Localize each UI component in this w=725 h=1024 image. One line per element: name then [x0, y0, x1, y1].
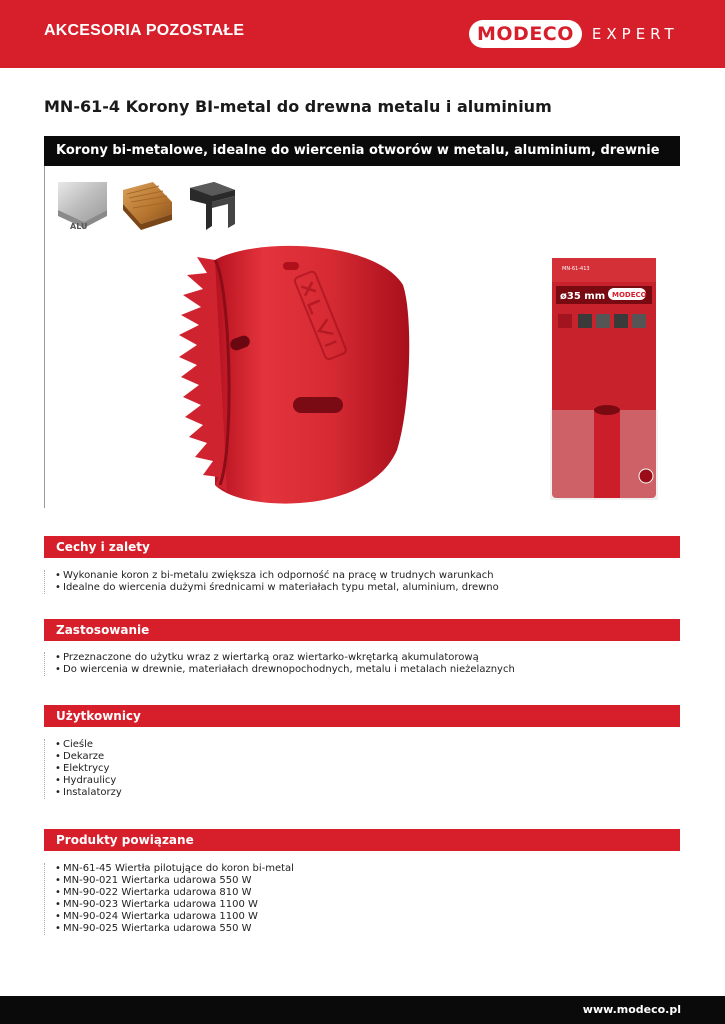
related-title: Produkty powiązane [56, 833, 194, 847]
users-section-bar [44, 705, 680, 727]
list-item[interactable]: • MN-90-023 Wiertarka udarowa 1100 W [55, 899, 294, 911]
divider-line [44, 166, 45, 508]
package-logo: MODECO [612, 291, 647, 299]
usage-section-bar [44, 619, 680, 641]
footer-url[interactable]: www.modeco.pl [582, 1003, 681, 1016]
list-item: • Wykonanie koron z bi-metalu zwiększa ich odporność na pracę w trudnych warunkach [55, 570, 499, 582]
related-section-bar [44, 829, 680, 851]
subtitle-bar [44, 136, 680, 166]
hole-saw-image [175, 245, 415, 515]
modeco-logo[interactable] [469, 19, 679, 49]
list-item: • Przeznaczone do użytku wraz z wiertarką oraz wiertarko-wkrętarką akumulatorową [55, 652, 515, 664]
aluminium-swatch-icon [58, 182, 107, 231]
product-title: MN-61-4 Korony BI-metal do drewna metalu i aluminium [44, 97, 552, 116]
list-item[interactable]: • MN-90-024 Wiertarka udarowa 1100 W [55, 911, 294, 923]
list-item: • Hydraulicy [55, 775, 122, 787]
category-title: AKCESORIA POZOSTAŁE [44, 22, 245, 39]
features-section-bar [44, 536, 680, 558]
list-item: • Do wiercenia w drewnie, materiałach drewnopochodnych, metalu i metalach nieżelaznych [55, 664, 515, 676]
package-image [550, 258, 658, 500]
users-title: Użytkownicy [56, 709, 141, 723]
list-item[interactable]: • MN-61-45 Wiertła pilotujące do koron bi-metal [55, 863, 294, 875]
product-subtitle: Korony bi-metalowe, idealne do wiercenia otworów w metalu, aluminium, drewnie [56, 143, 660, 158]
list-item: • Elektrycy [55, 763, 122, 775]
usage-list [44, 652, 515, 676]
features-title: Cechy i zalety [56, 540, 150, 554]
header-bar [0, 0, 725, 68]
usage-title: Zastosowanie [56, 623, 150, 637]
alu-label: ALU [70, 222, 88, 231]
users-list [44, 739, 122, 799]
footer-bar [0, 996, 725, 1024]
logo-sub: EXPERT [591, 25, 679, 43]
list-item: • Instalatorzy [55, 787, 122, 799]
metal-profile-swatch-icon [188, 182, 237, 231]
related-list [44, 863, 294, 935]
package-size: ø35 mm [560, 291, 606, 302]
list-item: • Idealne do wiercenia dużymi średnicami w materiałach typu metal, aluminium, drewno [55, 582, 499, 594]
list-item[interactable]: • MN-90-025 Wiertarka udarowa 550 W [55, 923, 294, 935]
wood-swatch-icon [123, 182, 172, 231]
list-item: • Cieśle [55, 739, 122, 751]
list-item[interactable]: • MN-90-022 Wiertarka udarowa 810 W [55, 887, 294, 899]
list-item: • Dekarze [55, 751, 122, 763]
logo-brand: MODECO [469, 20, 582, 48]
list-item[interactable]: • MN-90-021 Wiertarka udarowa 550 W [55, 875, 294, 887]
features-list [44, 570, 499, 594]
package-code: MN-61-413 [562, 266, 590, 272]
